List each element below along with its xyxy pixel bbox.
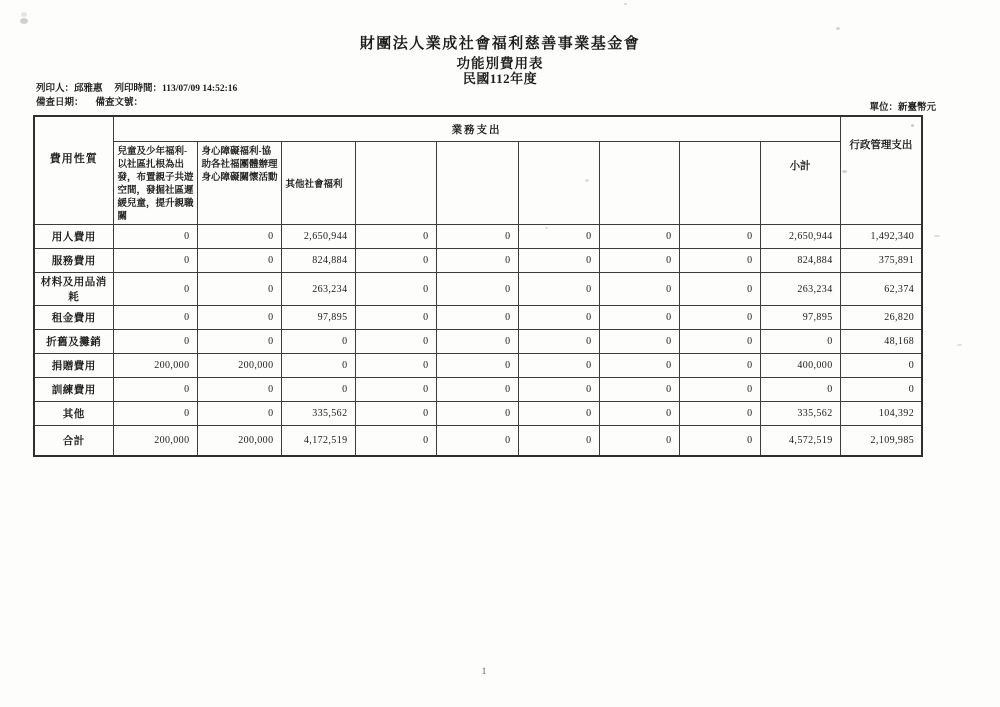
- table-row: [34, 330, 922, 354]
- column-header-1: 兒童及少年福利-以社區扎根為出發，布置親子共遊空間，發掘社區遲緩兒童，提升親職關: [113, 142, 197, 225]
- column-header-2: 身心障礙福利-協助各社福團體辦理身心障礙關懷活動: [197, 142, 281, 225]
- row-label: 折舊及攤銷: [34, 330, 113, 354]
- scan-speck: [842, 170, 847, 173]
- cell-value: 0: [599, 426, 679, 456]
- cell-value: 0: [599, 378, 679, 402]
- table-row: [34, 402, 922, 426]
- total-row: [34, 426, 922, 456]
- cell-value: 0: [355, 426, 436, 456]
- report-period: 民國112年度: [462, 71, 538, 86]
- business-expense-group-header: 業務支出: [113, 116, 840, 142]
- scan-speck: [624, 3, 627, 5]
- cell-value: 400,000: [760, 354, 840, 378]
- page-number: 1: [481, 666, 487, 676]
- cell-value: 0: [281, 354, 355, 378]
- cell-value: 48,168: [840, 330, 922, 354]
- cell-value: 0: [679, 378, 760, 402]
- cell-value: 2,109,985: [840, 426, 922, 456]
- column-header-6: [518, 142, 599, 225]
- corner-header: 費用性質: [34, 116, 113, 225]
- cell-value: 0: [113, 273, 197, 306]
- cell-value: 0: [281, 378, 355, 402]
- cell-value: 263,234: [281, 273, 355, 306]
- row-label: 捐贈費用: [34, 354, 113, 378]
- cell-value: 0: [436, 378, 518, 402]
- cell-value: 0: [355, 330, 436, 354]
- cell-value: 0: [355, 225, 436, 249]
- cell-value: 2,650,944: [760, 225, 840, 249]
- cell-value: 0: [679, 426, 760, 456]
- scan-speck: [20, 18, 28, 24]
- cell-value: 0: [599, 306, 679, 330]
- scan-speck: [545, 227, 548, 229]
- cell-value: 104,392: [840, 402, 922, 426]
- cell-value: 0: [436, 426, 518, 456]
- scan-speck: [957, 344, 962, 346]
- table-row: [34, 273, 922, 306]
- cell-value: 0: [599, 225, 679, 249]
- cell-value: 0: [679, 402, 760, 426]
- table-row: [34, 354, 922, 378]
- table-row: [34, 306, 922, 330]
- scan-speck: [911, 124, 914, 127]
- print-info-line: [36, 82, 237, 96]
- cell-value: 200,000: [197, 426, 281, 456]
- cell-value: 0: [518, 306, 599, 330]
- cell-value: 0: [197, 273, 281, 306]
- org-title: 財團法人業成社會福利慈善事業基金會: [359, 36, 641, 52]
- cell-value: 0: [679, 249, 760, 273]
- cell-value: 0: [436, 273, 518, 306]
- cell-value: 97,895: [281, 306, 355, 330]
- filing-info-line: [36, 96, 237, 110]
- cell-value: 0: [518, 225, 599, 249]
- cell-value: 0: [599, 249, 679, 273]
- subtotal-column-header: 小計: [760, 142, 840, 225]
- filing-date-label: 備查日期：: [36, 98, 84, 108]
- cell-value: 200,000: [113, 426, 197, 456]
- group-header-row: [34, 116, 922, 142]
- cell-value: 335,562: [760, 402, 840, 426]
- cell-value: 0: [113, 378, 197, 402]
- column-header-5: [436, 142, 518, 225]
- row-label: 其他: [34, 402, 113, 426]
- cell-value: 0: [113, 225, 197, 249]
- cell-value: 0: [197, 306, 281, 330]
- cell-value: 0: [436, 249, 518, 273]
- row-label: 租金費用: [34, 306, 113, 330]
- cell-value: 0: [518, 354, 599, 378]
- cell-value: 0: [197, 225, 281, 249]
- scan-speck: [934, 235, 940, 237]
- cell-value: 0: [518, 249, 599, 273]
- cell-value: 0: [599, 402, 679, 426]
- cell-value: 0: [599, 273, 679, 306]
- cell-value: 1,492,340: [840, 225, 922, 249]
- table-row: [34, 378, 922, 402]
- cell-value: 0: [197, 249, 281, 273]
- row-label: 服務費用: [34, 249, 113, 273]
- cell-value: 0: [436, 330, 518, 354]
- cell-value: 0: [679, 273, 760, 306]
- printed-at-label: 列印時間：: [114, 84, 163, 94]
- cell-value: 0: [599, 354, 679, 378]
- cell-value: 0: [355, 306, 436, 330]
- cell-value: 824,884: [281, 249, 355, 273]
- row-label: 訓練費用: [34, 378, 113, 402]
- cell-value: 0: [840, 354, 922, 378]
- printed-at-value: 113/07/09 14:52:16: [162, 84, 238, 94]
- cell-value: 0: [436, 402, 518, 426]
- currency-unit-label: 單位：新臺幣元: [869, 103, 936, 113]
- table-row: [34, 225, 922, 249]
- cell-value: 62,374: [840, 273, 922, 306]
- print-meta: [36, 82, 237, 110]
- cell-value: 0: [518, 330, 599, 354]
- cell-value: 0: [840, 378, 922, 402]
- scan-speck: [836, 27, 840, 30]
- functional-expense-table: [33, 115, 923, 457]
- row-label: 合計: [34, 426, 113, 456]
- table-row: [34, 249, 922, 273]
- cell-value: 0: [518, 378, 599, 402]
- column-header-4: [355, 142, 436, 225]
- cell-value: 0: [760, 330, 840, 354]
- scan-speck: [585, 179, 589, 182]
- column-header-row: [34, 142, 922, 225]
- cell-value: 0: [355, 378, 436, 402]
- cell-value: 0: [436, 225, 518, 249]
- column-header-3: 其他社會福利: [281, 142, 355, 225]
- row-label: 用人費用: [34, 225, 113, 249]
- printed-by-label: 列印人：: [36, 84, 75, 94]
- scan-speck: [21, 12, 27, 17]
- cell-value: 375,891: [840, 249, 922, 273]
- cell-value: 0: [281, 330, 355, 354]
- cell-value: 26,820: [840, 306, 922, 330]
- printed-by-value: 邱雅惠: [74, 84, 103, 94]
- cell-value: 0: [679, 306, 760, 330]
- cell-value: 0: [436, 354, 518, 378]
- cell-value: 0: [113, 402, 197, 426]
- cell-value: 0: [679, 225, 760, 249]
- row-label: 材料及用品消耗: [34, 273, 113, 306]
- cell-value: 97,895: [760, 306, 840, 330]
- cell-value: 0: [355, 402, 436, 426]
- cell-value: 0: [518, 402, 599, 426]
- cell-value: 0: [113, 306, 197, 330]
- cell-value: 0: [197, 378, 281, 402]
- cell-value: 0: [760, 378, 840, 402]
- cell-value: 335,562: [281, 402, 355, 426]
- cell-value: 0: [355, 273, 436, 306]
- cell-value: 0: [197, 402, 281, 426]
- report-title: 功能別費用表: [456, 56, 544, 71]
- cell-value: 0: [355, 249, 436, 273]
- cell-value: 0: [679, 330, 760, 354]
- cell-value: 200,000: [113, 354, 197, 378]
- cell-value: 4,572,519: [760, 426, 840, 456]
- cell-value: 2,650,944: [281, 225, 355, 249]
- cell-value: 0: [113, 249, 197, 273]
- cell-value: 0: [113, 330, 197, 354]
- column-header-7: [599, 142, 679, 225]
- cell-value: 824,884: [760, 249, 840, 273]
- cell-value: 263,234: [760, 273, 840, 306]
- cell-value: 0: [355, 354, 436, 378]
- cell-value: 0: [679, 354, 760, 378]
- filing-no-label: 備查文號：: [95, 98, 144, 108]
- admin-expense-header: 行政管理支出: [840, 116, 922, 225]
- cell-value: 0: [518, 273, 599, 306]
- cell-value: 0: [436, 306, 518, 330]
- cell-value: 0: [518, 426, 599, 456]
- cell-value: 4,172,519: [281, 426, 355, 456]
- cell-value: 200,000: [197, 354, 281, 378]
- cell-value: 0: [197, 330, 281, 354]
- column-header-8: [679, 142, 760, 225]
- cell-value: 0: [599, 330, 679, 354]
